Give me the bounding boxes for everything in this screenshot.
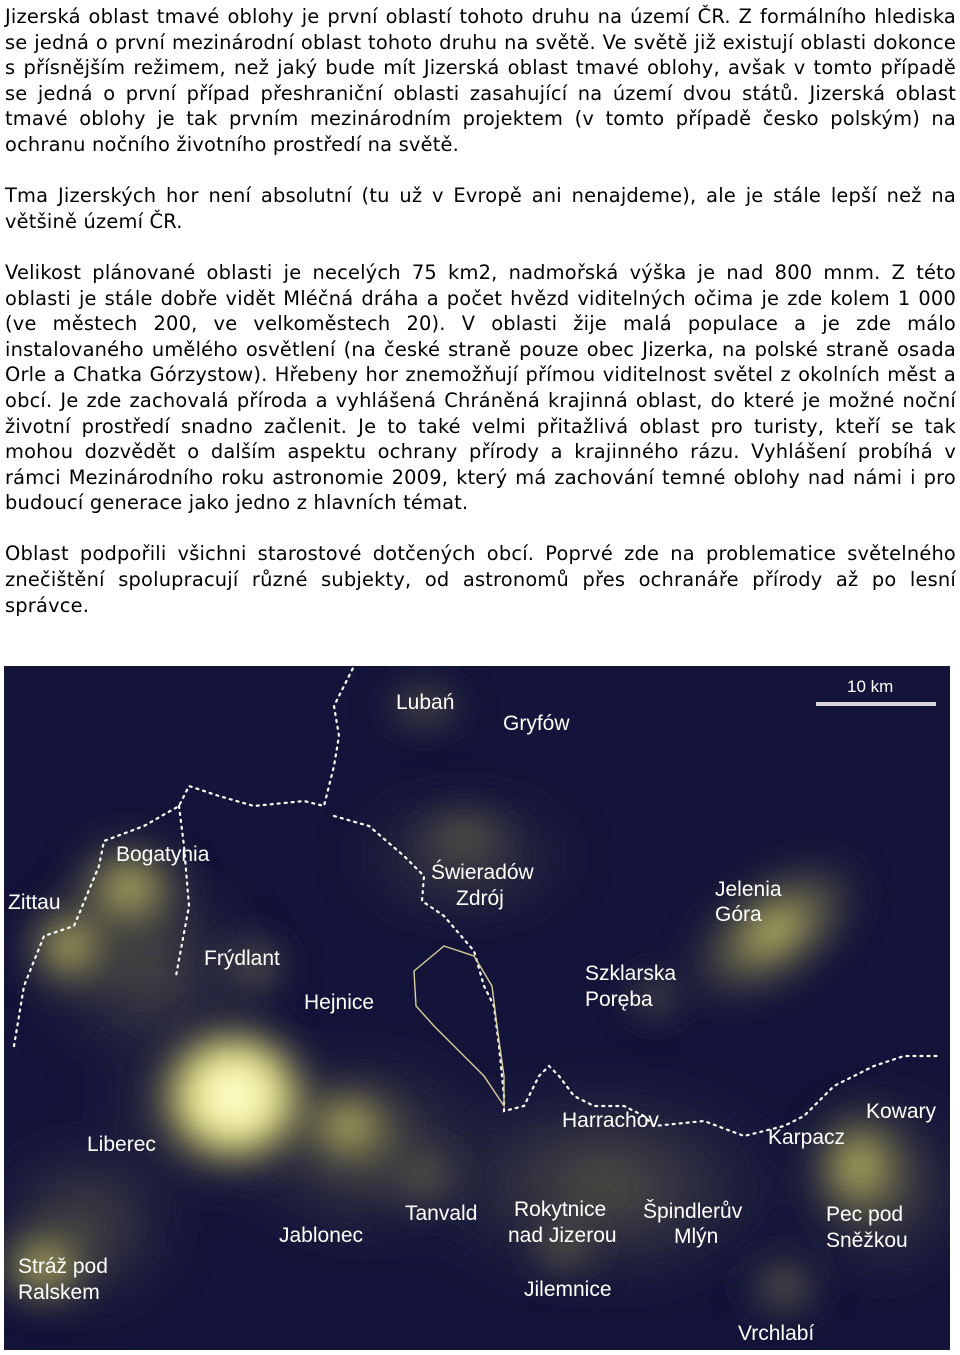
city-vrchlabi: Vrchlabí [738,1322,815,1345]
city-jablonec: Jablonec [279,1224,364,1247]
map-graphics [4,666,950,1350]
city-spindleruv-line1: Špindlerův [643,1200,743,1223]
city-straz-line1: Stráž pod [18,1255,108,1278]
city-rokytnice-line2: nad Jizerou [508,1224,617,1247]
article-text [5,4,956,644]
city-karpacz: Karpacz [768,1126,846,1149]
city-hejnice: Hejnice [304,991,375,1014]
scale-label: 10 km [847,677,894,696]
paragraph-1: Jizerská oblast tmavé oblohy je první oblastí tohoto druhu na území ČR. Z formálního hlediska se jedná o první mezinárodní oblast tohoto druhu na světě. Ve světě již existují oblasti dokonce s přísnějším režimem, než jaký bude mít Jizerská oblast tmavé oblohy, avšak v tomto případě se jedná o první případ přeshraniční oblasti zasahující na území dvou států. Jizerská oblast tmavé oblohy je tak prvním mezinárodním projektem (v tomto případě česko polským) na ochranu nočního životního prostředí na světě. [5,5,956,156]
city-pec-line2: Sněžkou [826,1229,908,1252]
light-pollution-map [4,666,950,1350]
city-jelenia-line1: Jelenia [715,878,782,901]
city-harrachov: Harrachov [562,1109,659,1132]
city-szklarska-line2: Poręba [585,988,653,1011]
city-jelenia-line2: Góra [715,903,762,926]
city-bogatynia: Bogatynia [116,843,210,866]
city-swieradow-line2: Zdrój [456,887,504,910]
city-liberec: Liberec [87,1133,156,1156]
city-swieradow-line1: Świeradów [431,861,534,884]
paragraph-3: Velikost plánované oblasti je necelých 75 km2, nadmořská výška je nad 800 mnm. Z této oblasti je stále dobře vidět Mléčná dráha a počet hvězd viditelných očima je zde kolem 1 000 (ve městech 200, ve velkoměstech 20). V oblasti žije malá populace a je zde málo instalovaného umělého osvětlení (na české straně pouze obec Jizerka, na polské straně osada Orle a Chatka Górzystow). Hřebeny hor znemožňují přímou viditelnost světel z okolních měst a obcí. Je zde zachovalá příroda a vyhlášená Chráněná krajinná oblast, do které je možné noční životní prostředí snadno začlenit. Je to také velmi přitažlivá oblast pro turisty, kteří se tak mohou dozvědět o dalším aspektu ochrany přírody a krajinného rázu. Vyhlášení probíhá v rámci Mezinárodního roku astronomie 2009, který má zachování temné oblohy nad námi i pro budoucí generace jako jedno z hlavních témat. [5,260,956,515]
city-zittau: Zittau [8,891,61,914]
city-szklarska-line1: Szklarska [585,962,677,985]
city-pec-line1: Pec pod [826,1203,904,1226]
city-spindleruv-line2: Mlýn [674,1225,719,1248]
city-gryfow: Gryfów [503,712,570,735]
city-kowary: Kowary [866,1100,937,1123]
city-tanvald: Tanvald [405,1202,478,1225]
city-jilemnice: Jilemnice [524,1278,612,1301]
paragraph-2: Tma Jizerských hor není absolutní (tu už v Evropě ani nenajdeme), ale je stále lepší než na většině území ČR. [5,184,956,233]
paragraph-4: Oblast podpořili všichni starostové dotčených obcí. Poprvé zde na problematice světelného znečištění spolupracují různé subjekty, od astronomů přes ochranáře přírody až po lesní správce. [5,542,956,617]
city-luban: Lubań [396,691,455,714]
city-straz-line2: Ralskem [18,1281,100,1304]
city-rokytnice-line1: Rokytnice [514,1198,607,1221]
city-frydlant: Frýdlant [204,947,280,970]
scale-bar [816,702,936,706]
